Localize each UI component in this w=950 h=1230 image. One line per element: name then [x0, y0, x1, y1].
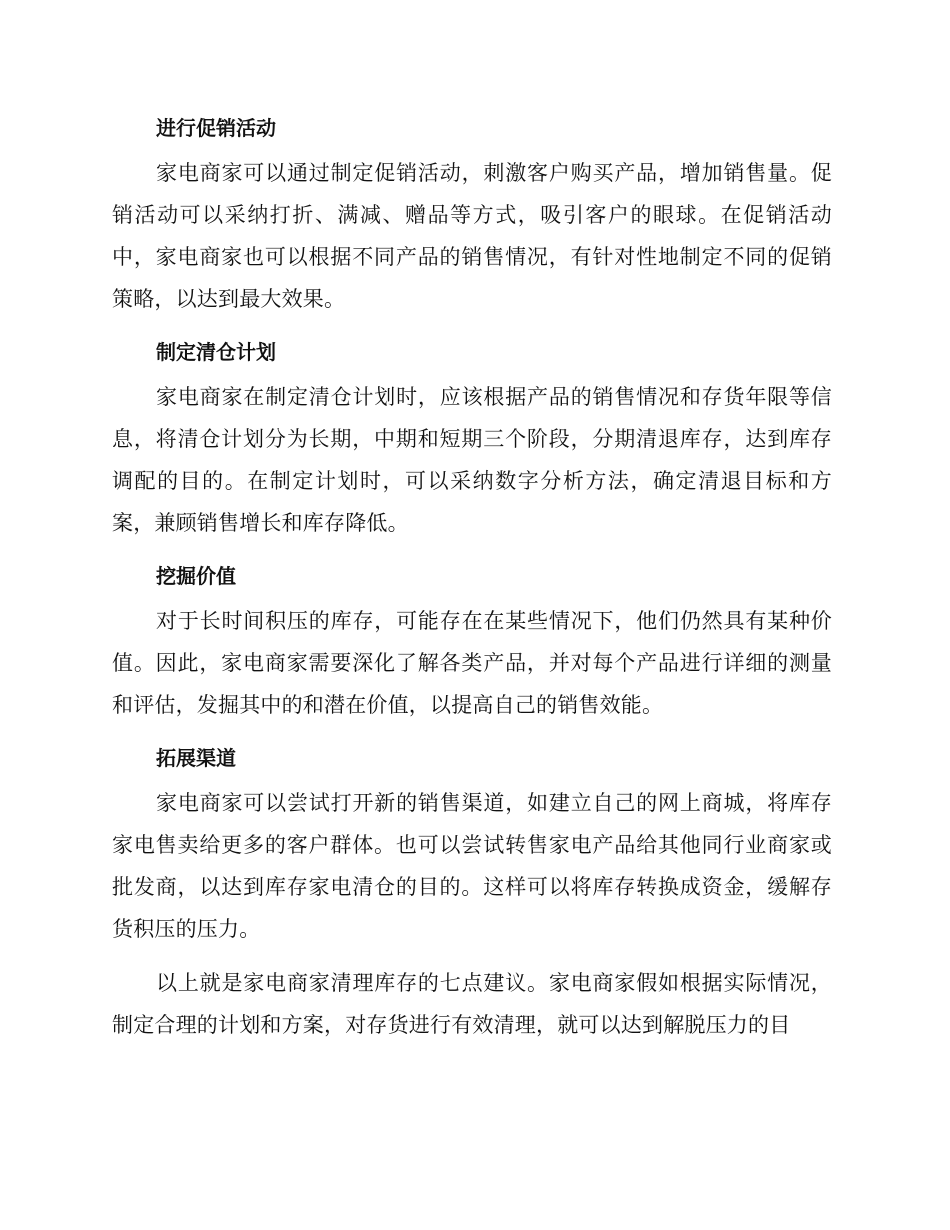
section-paragraph: 家电商家可以尝试打开新的销售渠道，如建立自己的网上商城，将库存家电售卖给更多的客户群体。也可以尝试转售家电产品给其他同行业商家或批发商，以达到库存家电清仓的目的。这样可以将库存转换成资金，缓解存货积压的压力。 — [112, 791, 832, 941]
section-promotion — [112, 108, 832, 320]
closing-paragraph: 以上就是家电商家清理库存的七点建议。家电商家假如根据实际情况，制定合理的计划和方案，对存货进行有效清理，就可以达到解脱压力的目 — [112, 971, 832, 1037]
section-paragraph: 家电商家在制定清仓计划时，应该根据产品的销售情况和存货年限等信息，将清仓计划分为长期，中期和短期三个阶段，分期清退库存，达到库存调配的目的。在制定计划时，可以采纳数字分析方法，确定清退目标和方案，兼顾销售增长和库存降低。 — [112, 385, 832, 535]
section-paragraph: 家电商家可以通过制定促销活动，刺激客户购买产品，增加销售量。促销活动可以采纳打折、满减、赠品等方式，吸引客户的眼球。在促销活动中，家电商家也可以根据不同产品的销售情况，有针对性地制定不同的促销策略，以达到最大效果。 — [112, 161, 832, 311]
section-heading: 挖掘价值 — [156, 564, 236, 588]
section-discover-value — [112, 556, 832, 726]
section-heading: 制定清仓计划 — [156, 340, 276, 364]
section-clearance-plan — [112, 332, 832, 544]
section-heading: 进行促销活动 — [156, 116, 276, 140]
document-body — [112, 108, 832, 1058]
section-expand-channels — [112, 738, 832, 950]
section-paragraph: 对于长时间积压的库存，可能存在在某些情况下，他们仍然具有某种价值。因此，家电商家需要深化了解各类产品，并对每个产品进行详细的测量和评估，发掘其中的和潜在价值，以提高自己的销售效能。 — [112, 609, 832, 717]
section-heading: 拓展渠道 — [156, 746, 236, 770]
